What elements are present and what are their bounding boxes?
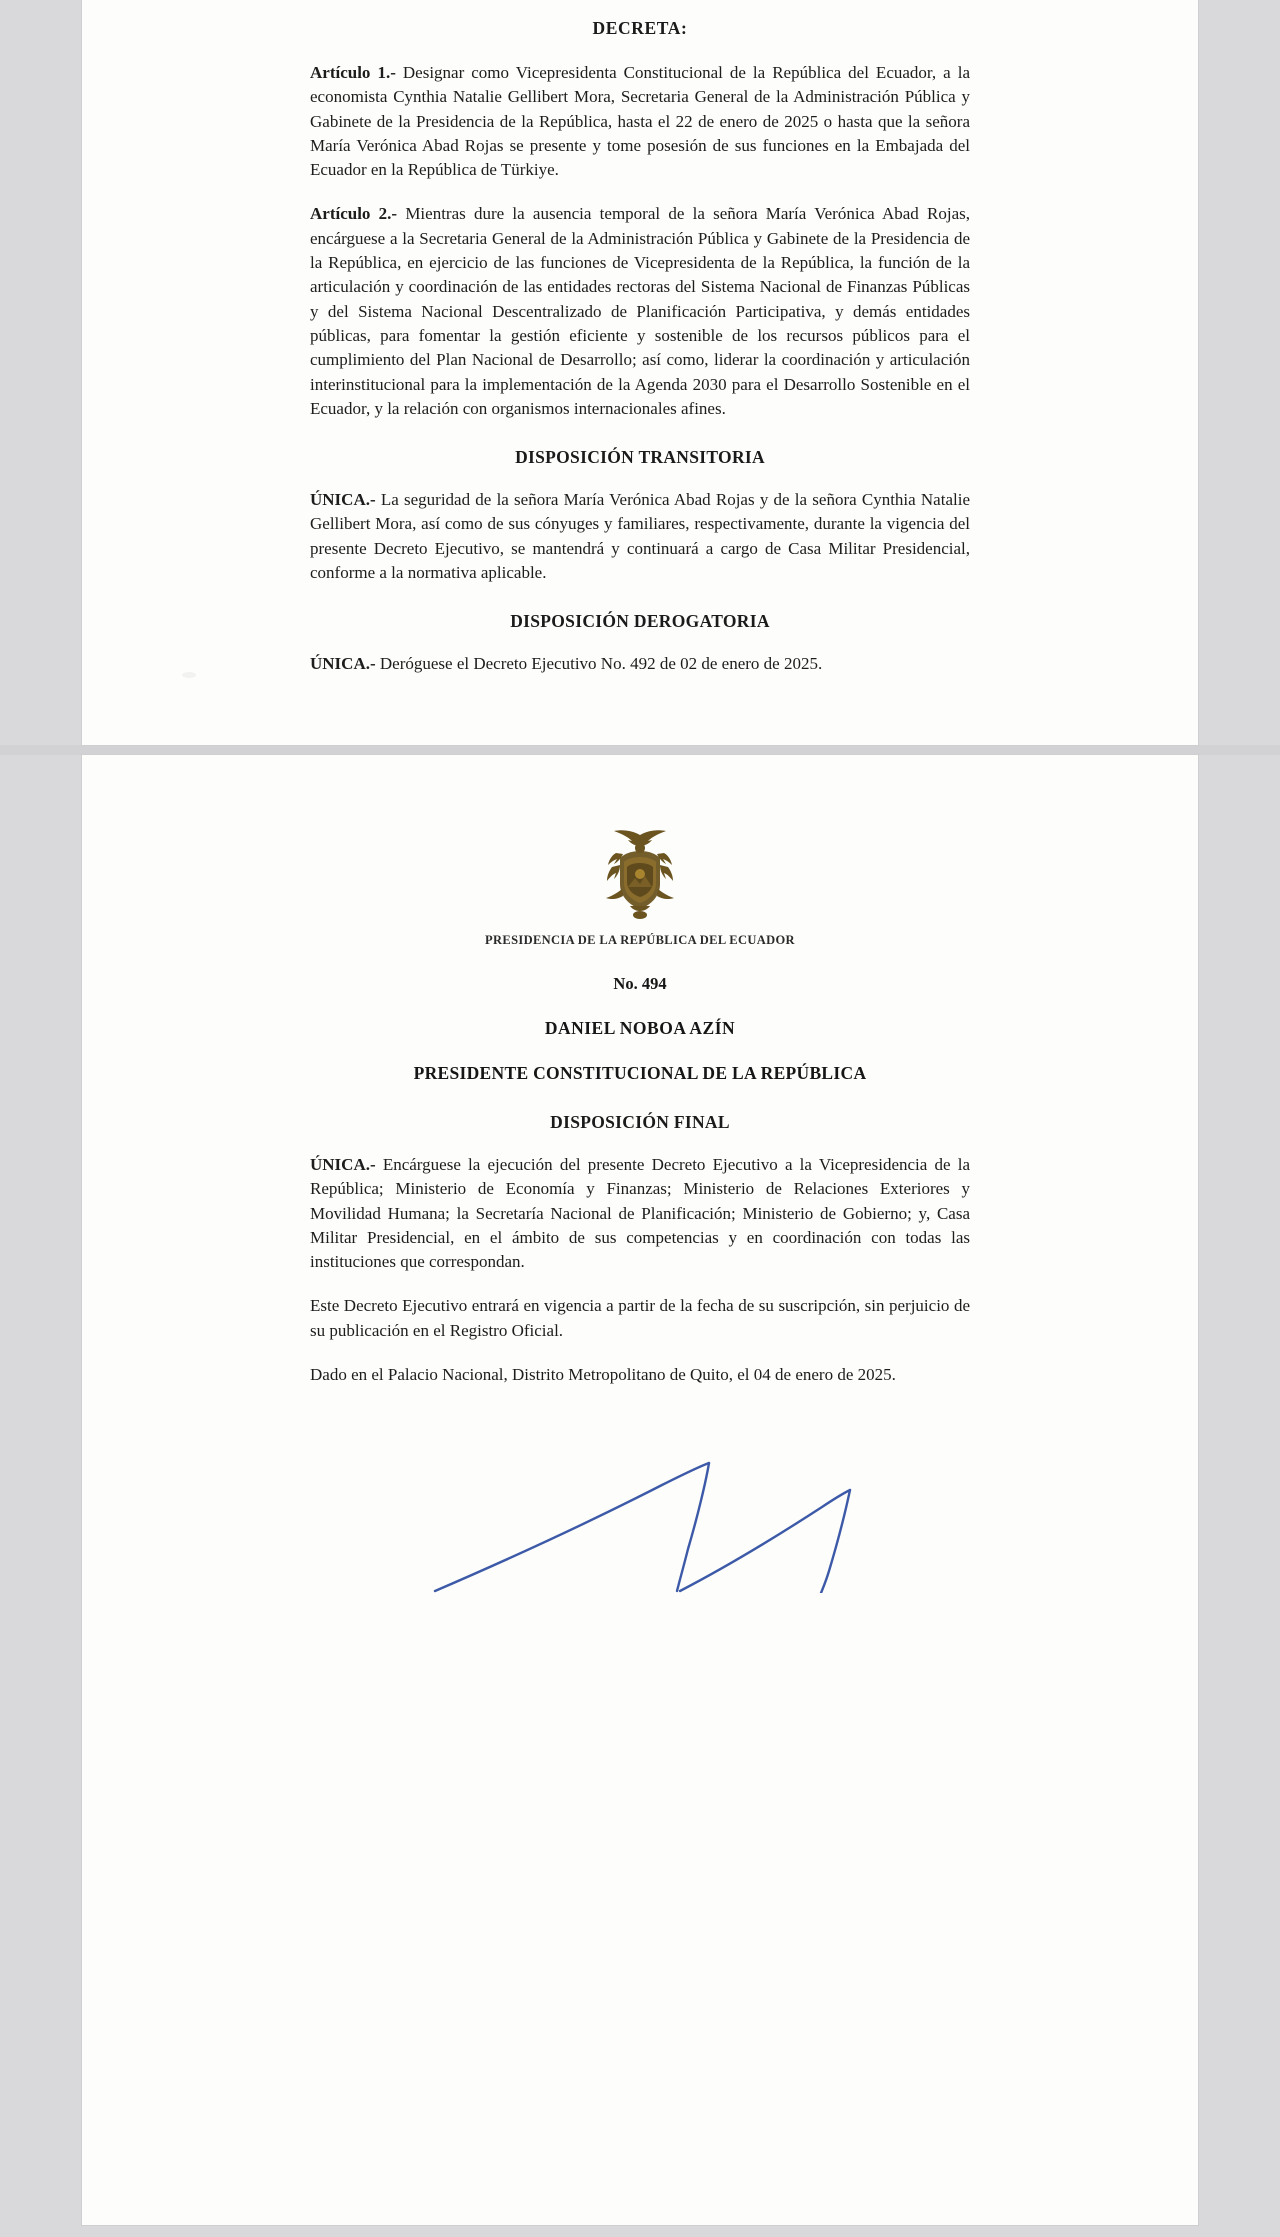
article-1-lead: Artículo 1.- (310, 63, 396, 82)
derogatoria-lead: ÚNICA.- (310, 654, 376, 674)
page-separator (0, 745, 1280, 755)
document-page-1 (82, 0, 1198, 745)
ecuador-coat-of-arms-icon (598, 827, 682, 923)
organization-name (485, 933, 795, 948)
page-2-header (82, 755, 1198, 1084)
article-2-text: Mientras dure la ausencia temporal de la señora María Verónica Abad Rojas, encárguese a la Secretaria General de la Administración Pública y Gabinete de la Presidencia de la República, en ejercicio de las funciones de Vicepresidenta de la República, la función de la articulación y coordinación de las entidades rectoras del Sistema Nacional de Finanzas Públicas y del Sistema Nacional Descentralizado de Planificación Participativa, y demás entidades públicas, para fomentar la gestión eficiente y sostenible de los recursos públicos para el cumplimiento del Plan Nacional de Desarrollo; así como, liderar la coordinación y articulación interinstitucional para la implementación de la Agenda 2030 para el Desarrollo Sostenible en el Ecuador, y la relación con organismos internacionales afines. (310, 204, 970, 418)
paragraph-transitoria-unica (310, 488, 970, 585)
paragraph-article-1 (310, 61, 970, 182)
president-title: PRESIDENTE CONSTITUCIONAL DE LA REPÚBLICA (413, 1063, 867, 1083)
page-2-content (310, 1084, 970, 1603)
heading-disposicion-transitoria: DISPOSICIÓN TRANSITORIA (515, 447, 765, 468)
transitoria-lead: ÚNICA.- (310, 490, 376, 510)
derogatoria-text: Deróguese el Decreto Ejecutivo No. 492 de 02 de enero de 2025. (375, 654, 823, 674)
organization-text: PRESIDENCIA DE LA REPÚBLICA DEL ECUADOR (485, 933, 795, 947)
paragraph-article-2 (310, 202, 970, 421)
document-page-2 (82, 755, 1198, 2225)
paragraph-final-unica (310, 1153, 970, 1274)
paragraph-validity: Este Decreto Ejecutivo entrará en vigencia a partir de la fecha de su suscripción, sin perjuicio de su publicación en el Registro Oficial. (310, 1296, 970, 1340)
paragraph-derogatoria-unica (310, 652, 970, 676)
decree-number: No. 494 (613, 974, 667, 993)
transitoria-text: La seguridad de la señora María Verónica Abad Rojas y de la señora Cynthia Natalie Gellibert Mora, así como de sus cónyuges y familiares, respectivamente, durante la vigencia del presente Decreto Ejecutivo, se mantendrá y continuará a cargo de Casa Militar Presidencial, conforme a la normativa aplicable. (310, 490, 970, 583)
final-text: Encárguese la ejecución del presente Decreto Ejecutivo a la Vicepresidencia de la República; Ministerio de Economía y Finanzas; Ministerio de Relaciones Exteriores y Movilidad Humana; la Secretaría Nacional de Planificación; Ministerio de Gobierno; y, Casa Militar Presidencial, en el ámbito de sus competencias y en coordinación con todas las instituciones que correspondan. (310, 1155, 970, 1272)
handwritten-signature-icon (430, 1423, 970, 1593)
scan-artifact (182, 672, 196, 678)
final-lead: ÚNICA.- (310, 1155, 376, 1174)
article-1-text: Designar como Vicepresidenta Constitucional de la República del Ecuador, a la economista Cynthia Natalie Gellibert Mora, Secretaria General de la Administración Pública y Gabinete de la Presidencia de la República, hasta el 22 de enero de 2025 o hasta que la señora María Verónica Abad Rojas se presente y tome posesión de sus funciones en la Embajada del Ecuador en la República de Türkiye. (310, 63, 970, 180)
president-name: DANIEL NOBOA AZÍN (544, 1018, 736, 1038)
paragraph-place-date: Dado en el Palacio Nacional, Distrito Metropolitano de Quito, el 04 de enero de 2025. (310, 1365, 896, 1385)
heading-disposicion-final: DISPOSICIÓN FINAL (550, 1112, 730, 1132)
page-1-content (310, 10, 970, 677)
signature-area (310, 1413, 970, 1603)
heading-decreta: DECRETA: (592, 18, 688, 38)
heading-disposicion-derogatoria: DISPOSICIÓN DEROGATORIA (510, 611, 770, 632)
article-2-lead: Artículo 2.- (310, 204, 398, 224)
